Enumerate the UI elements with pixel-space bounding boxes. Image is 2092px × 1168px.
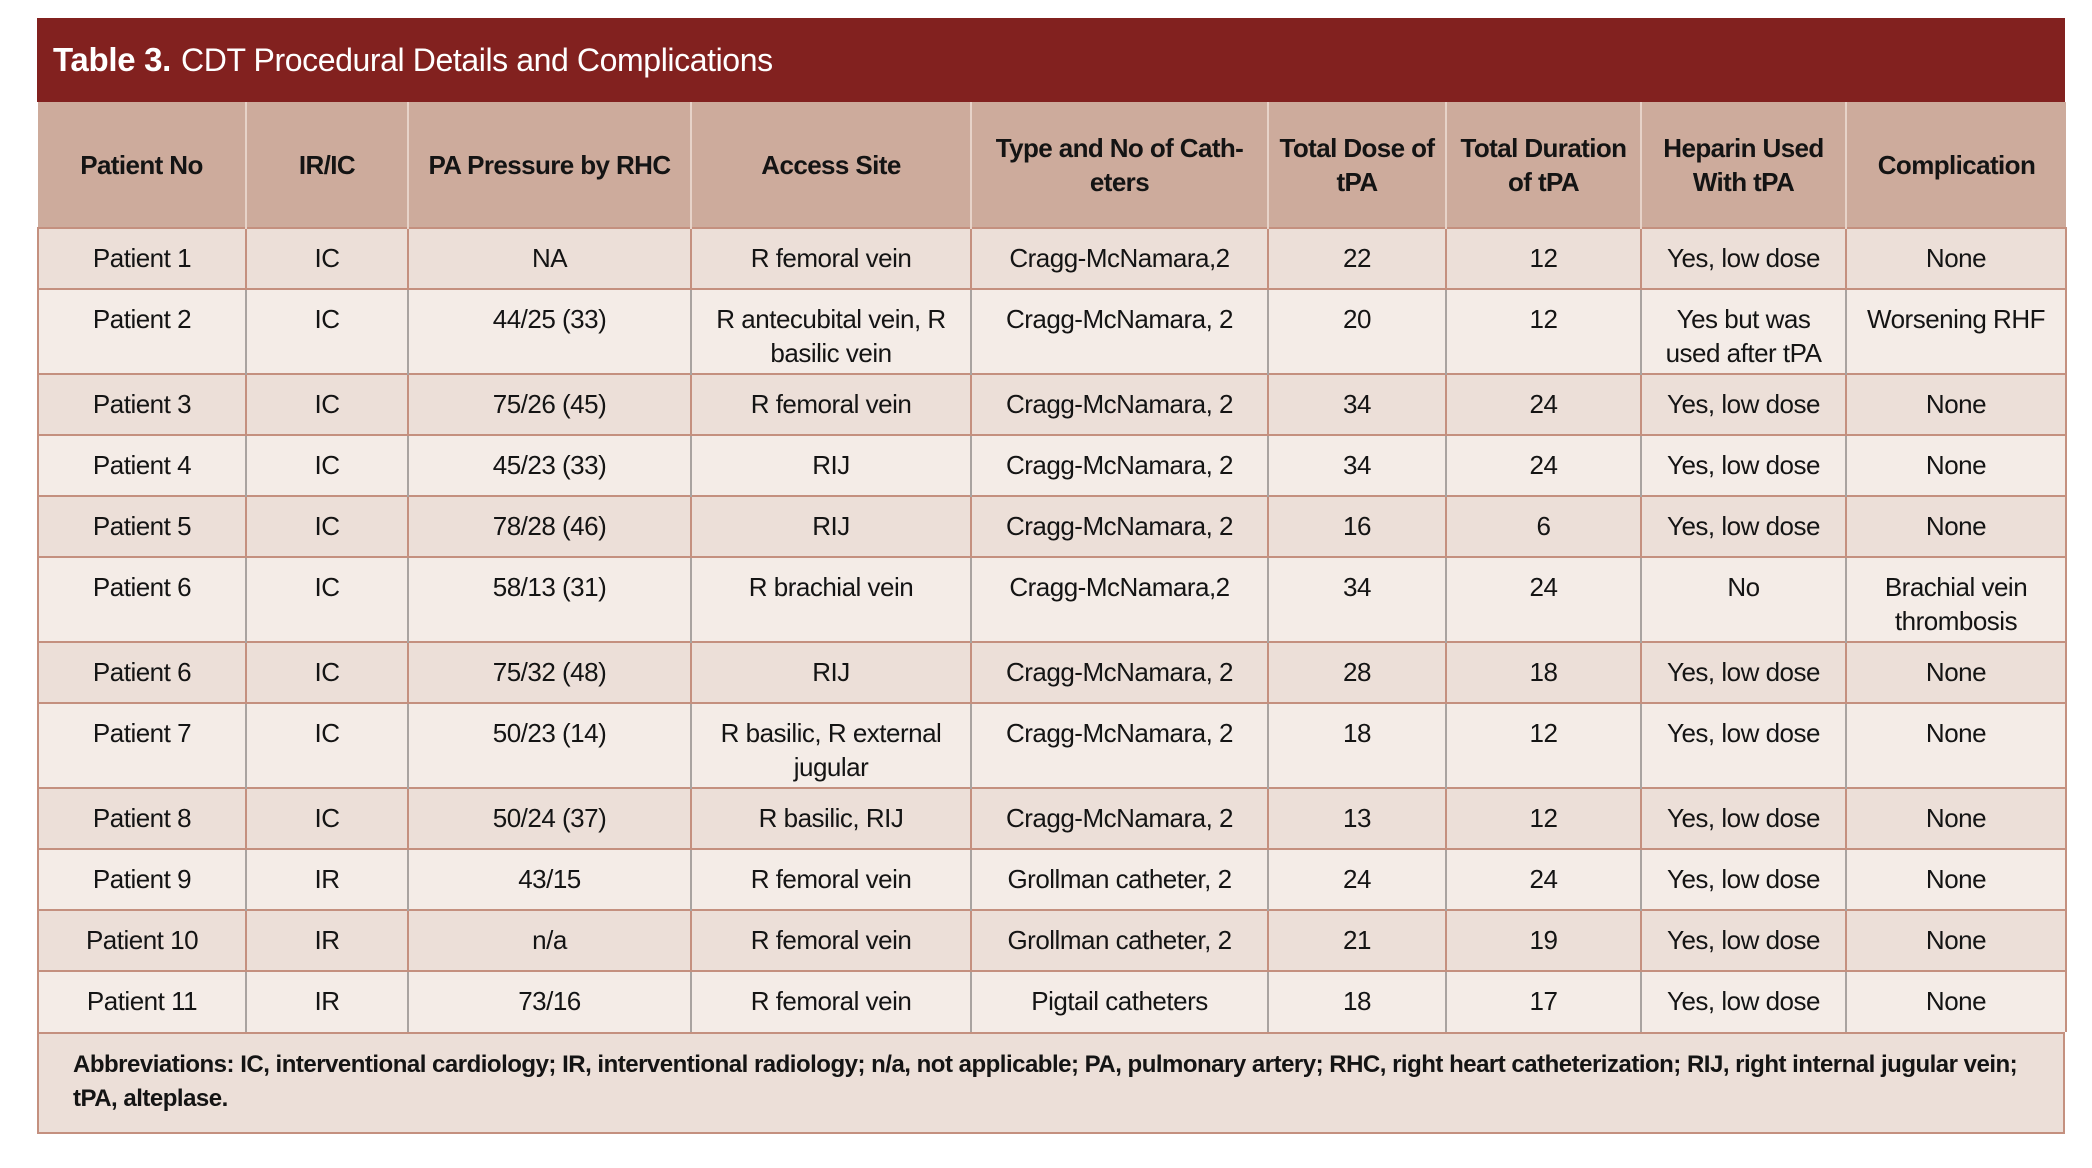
cell-heparin: Yes, low dose: [1641, 496, 1846, 557]
cell-complication: Worsening RHF: [1846, 289, 2066, 374]
cell-total-duration: 24: [1446, 557, 1641, 642]
cell-total-duration: 24: [1446, 374, 1641, 435]
cell-complication: None: [1846, 642, 2066, 703]
cell-access-site: RIJ: [691, 642, 971, 703]
header-row: [38, 102, 2066, 228]
cell-total-duration: 6: [1446, 496, 1641, 557]
cell-heparin: Yes, low dose: [1641, 374, 1846, 435]
cell-pa-pressure: 78/28 (46): [408, 496, 691, 557]
cell-heparin: Yes, low dose: [1641, 228, 1846, 289]
cell-catheters: Cragg-McNamara, 2: [971, 642, 1268, 703]
col-header-pa-pressure: PA Pressure by RHC: [408, 102, 691, 228]
cell-ir-ic: IR: [246, 971, 408, 1032]
cell-pa-pressure: 75/26 (45): [408, 374, 691, 435]
cell-ir-ic: IC: [246, 642, 408, 703]
cell-heparin: Yes, low dose: [1641, 435, 1846, 496]
cell-heparin: No: [1641, 557, 1846, 642]
cell-access-site: R basilic, RIJ: [691, 788, 971, 849]
cell-complication: None: [1846, 374, 2066, 435]
table-row: [38, 971, 2066, 1032]
cell-catheters: Cragg-McNamara,2: [971, 228, 1268, 289]
cell-complication: None: [1846, 971, 2066, 1032]
col-header-complication: Complication: [1846, 102, 2066, 228]
table-row: [38, 228, 2066, 289]
cell-catheters: Grollman catheter, 2: [971, 849, 1268, 910]
cell-access-site: R basilic, R external jugular: [691, 703, 971, 788]
table-row: [38, 703, 2066, 788]
data-table-container: [37, 18, 2065, 1134]
cell-total-dose: 20: [1268, 289, 1446, 374]
cell-access-site: RIJ: [691, 496, 971, 557]
cell-total-duration: 19: [1446, 910, 1641, 971]
cell-total-dose: 18: [1268, 703, 1446, 788]
cell-access-site: R femoral vein: [691, 910, 971, 971]
cell-complication: None: [1846, 849, 2066, 910]
cell-heparin: Yes, low dose: [1641, 971, 1846, 1032]
cell-access-site: R femoral vein: [691, 374, 971, 435]
cell-total-duration: 12: [1446, 703, 1641, 788]
cell-catheters: Cragg-McNamara, 2: [971, 496, 1268, 557]
cell-pa-pressure: 73/16: [408, 971, 691, 1032]
cell-total-dose: 24: [1268, 849, 1446, 910]
table-row: [38, 849, 2066, 910]
cell-ir-ic: IC: [246, 703, 408, 788]
table-title-band: [37, 18, 2065, 102]
cell-pa-pressure: 50/23 (14): [408, 703, 691, 788]
cell-total-duration: 12: [1446, 228, 1641, 289]
cell-complication: None: [1846, 910, 2066, 971]
cell-catheters: Cragg-McNamara, 2: [971, 788, 1268, 849]
col-header-access-site: Access Site: [691, 102, 971, 228]
table-row: [38, 435, 2066, 496]
cell-total-dose: 34: [1268, 374, 1446, 435]
cell-pa-pressure: 75/32 (48): [408, 642, 691, 703]
cell-patient-no: Patient 2: [38, 289, 246, 374]
cell-ir-ic: IC: [246, 435, 408, 496]
cell-access-site: R antecubital vein, R basilic vein: [691, 289, 971, 374]
cell-heparin: Yes, low dose: [1641, 910, 1846, 971]
cell-heparin: Yes but was used after tPA: [1641, 289, 1846, 374]
cell-heparin: Yes, low dose: [1641, 642, 1846, 703]
cell-ir-ic: IC: [246, 228, 408, 289]
table-row: [38, 496, 2066, 557]
cell-pa-pressure: NA: [408, 228, 691, 289]
cell-access-site: R brachial vein: [691, 557, 971, 642]
table-row: [38, 557, 2066, 642]
col-header-total-dose: Total Dose of tPA: [1268, 102, 1446, 228]
cell-catheters: Cragg-McNamara, 2: [971, 703, 1268, 788]
cell-ir-ic: IC: [246, 557, 408, 642]
cell-total-duration: 12: [1446, 289, 1641, 374]
cell-heparin: Yes, low dose: [1641, 849, 1846, 910]
cell-heparin: Yes, low dose: [1641, 703, 1846, 788]
cell-pa-pressure: 43/15: [408, 849, 691, 910]
table-title: CDT Procedural Details and Complications: [181, 41, 773, 78]
cell-total-duration: 24: [1446, 435, 1641, 496]
cell-catheters: Grollman catheter, 2: [971, 910, 1268, 971]
cell-patient-no: Patient 6: [38, 642, 246, 703]
cell-total-duration: 12: [1446, 788, 1641, 849]
cell-total-dose: 16: [1268, 496, 1446, 557]
cell-patient-no: Patient 4: [38, 435, 246, 496]
cell-complication: None: [1846, 496, 2066, 557]
cell-complication: None: [1846, 228, 2066, 289]
cell-catheters: Cragg-McNamara, 2: [971, 289, 1268, 374]
cell-pa-pressure: 45/23 (33): [408, 435, 691, 496]
col-header-ir-ic: IR/IC: [246, 102, 408, 228]
cell-total-duration: 17: [1446, 971, 1641, 1032]
table-row: [38, 910, 2066, 971]
cell-catheters: Cragg-McNamara, 2: [971, 435, 1268, 496]
cell-access-site: RIJ: [691, 435, 971, 496]
cell-patient-no: Patient 9: [38, 849, 246, 910]
cell-total-dose: 28: [1268, 642, 1446, 703]
cell-patient-no: Patient 7: [38, 703, 246, 788]
cell-patient-no: Patient 3: [38, 374, 246, 435]
cell-ir-ic: IR: [246, 910, 408, 971]
cell-access-site: R femoral vein: [691, 228, 971, 289]
col-header-catheters: Type and No of Cath-eters: [971, 102, 1268, 228]
cell-ir-ic: IR: [246, 849, 408, 910]
cell-ir-ic: IC: [246, 496, 408, 557]
col-header-total-duration: Total Duration of tPA: [1446, 102, 1641, 228]
table-row: [38, 289, 2066, 374]
cell-heparin: Yes, low dose: [1641, 788, 1846, 849]
cell-total-dose: 18: [1268, 971, 1446, 1032]
cell-complication: None: [1846, 703, 2066, 788]
cell-access-site: R femoral vein: [691, 971, 971, 1032]
cell-total-dose: 34: [1268, 435, 1446, 496]
table-row: [38, 788, 2066, 849]
cell-total-duration: 18: [1446, 642, 1641, 703]
cell-total-dose: 21: [1268, 910, 1446, 971]
cell-total-dose: 22: [1268, 228, 1446, 289]
cell-catheters: Pigtail catheters: [971, 971, 1268, 1032]
cell-patient-no: Patient 10: [38, 910, 246, 971]
cell-patient-no: Patient 11: [38, 971, 246, 1032]
cell-catheters: Cragg-McNamara,2: [971, 557, 1268, 642]
cell-complication: Brachial vein thrombosis: [1846, 557, 2066, 642]
table-footnote: Abbreviations: IC, interventional cardiology; IR, interventional radiology; n/a, not applicable; PA, pulmonary artery; RHC, right heart catheterization; RIJ, right internal jugular vein; tPA, alteplase.: [37, 1032, 2065, 1134]
col-header-heparin: Heparin Used With tPA: [1641, 102, 1846, 228]
cell-complication: None: [1846, 788, 2066, 849]
cell-patient-no: Patient 6: [38, 557, 246, 642]
cell-pa-pressure: 44/25 (33): [408, 289, 691, 374]
cell-complication: None: [1846, 435, 2066, 496]
cell-catheters: Cragg-McNamara, 2: [971, 374, 1268, 435]
cell-ir-ic: IC: [246, 374, 408, 435]
table-row: [38, 642, 2066, 703]
cell-ir-ic: IC: [246, 788, 408, 849]
col-header-patient-no: Patient No: [38, 102, 246, 228]
table-row: [38, 374, 2066, 435]
cell-pa-pressure: 50/24 (37): [408, 788, 691, 849]
cell-patient-no: Patient 8: [38, 788, 246, 849]
cell-total-duration: 24: [1446, 849, 1641, 910]
cell-total-dose: 34: [1268, 557, 1446, 642]
cell-total-dose: 13: [1268, 788, 1446, 849]
cell-ir-ic: IC: [246, 289, 408, 374]
cell-patient-no: Patient 5: [38, 496, 246, 557]
table-number: Table 3.: [53, 41, 172, 78]
cell-access-site: R femoral vein: [691, 849, 971, 910]
procedural-details-table: [37, 102, 2067, 1032]
cell-pa-pressure: n/a: [408, 910, 691, 971]
cell-pa-pressure: 58/13 (31): [408, 557, 691, 642]
cell-patient-no: Patient 1: [38, 228, 246, 289]
